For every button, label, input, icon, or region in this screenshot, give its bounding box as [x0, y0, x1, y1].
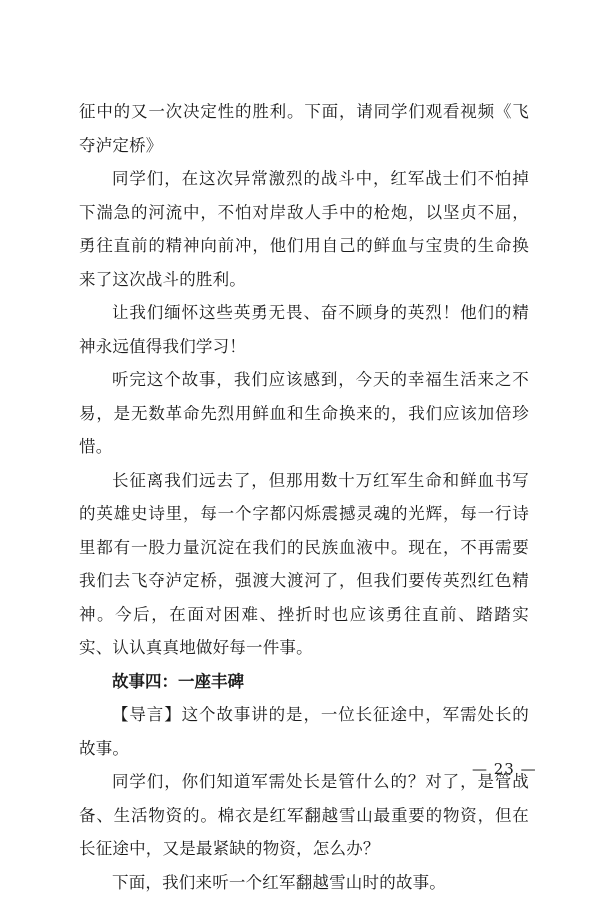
paragraph: 下面，我们来听一个红军翻越雪山时的故事。: [79, 866, 529, 899]
paragraph: 同学们，在这次异常激烈的战斗中，红军战士们不怕掉下湍急的河流中，不怕对岸敌人手中的枪炮，以坚贞不屈，勇往直前的精神向前冲，他们用自己的鲜血与宝贵的生命换来了这次战斗的胜利。: [79, 162, 529, 296]
paragraph: 长征离我们远去了，但那用数十万红军生命和鲜血书写的英雄史诗里，每一个字都闪烁震撼灵魂的光辉，每一行诗里都有一股力量沉淀在我们的民族血液中。现在，不再需要我们去飞夺泸定桥，强渡大渡河了，但我们要传英烈红色精神。今后，在面对困难、挫折时也应该勇往直前、踏踏实实、认认真真地做好每一件事。: [79, 464, 529, 665]
paragraph: 【导言】这个故事讲的是，一位长征途中，军需处长的故事。: [79, 698, 529, 765]
section-heading: 故事四：一座丰碑: [79, 665, 529, 699]
body-text: [79, 95, 529, 899]
paragraph: 听完这个故事，我们应该感到，今天的幸福生活来之不易，是无数革命先烈用鲜血和生命换来的，我们应该加倍珍惜。: [79, 363, 529, 464]
page-number: — 23 —: [472, 760, 537, 778]
paragraph: 让我们缅怀这些英勇无畏、奋不顾身的英烈！他们的精神永远值得我们学习！: [79, 296, 529, 363]
paragraph: 同学们，你们知道军需处长是管什么的？对了，是管战备、生活物资的。棉衣是红军翻越雪山最重要的物资，但在长征途中，又是最紧缺的物资，怎么办？: [79, 765, 529, 866]
paragraph: 征中的又一次决定性的胜利。下面，请同学们观看视频《飞夺泸定桥》: [79, 95, 529, 162]
